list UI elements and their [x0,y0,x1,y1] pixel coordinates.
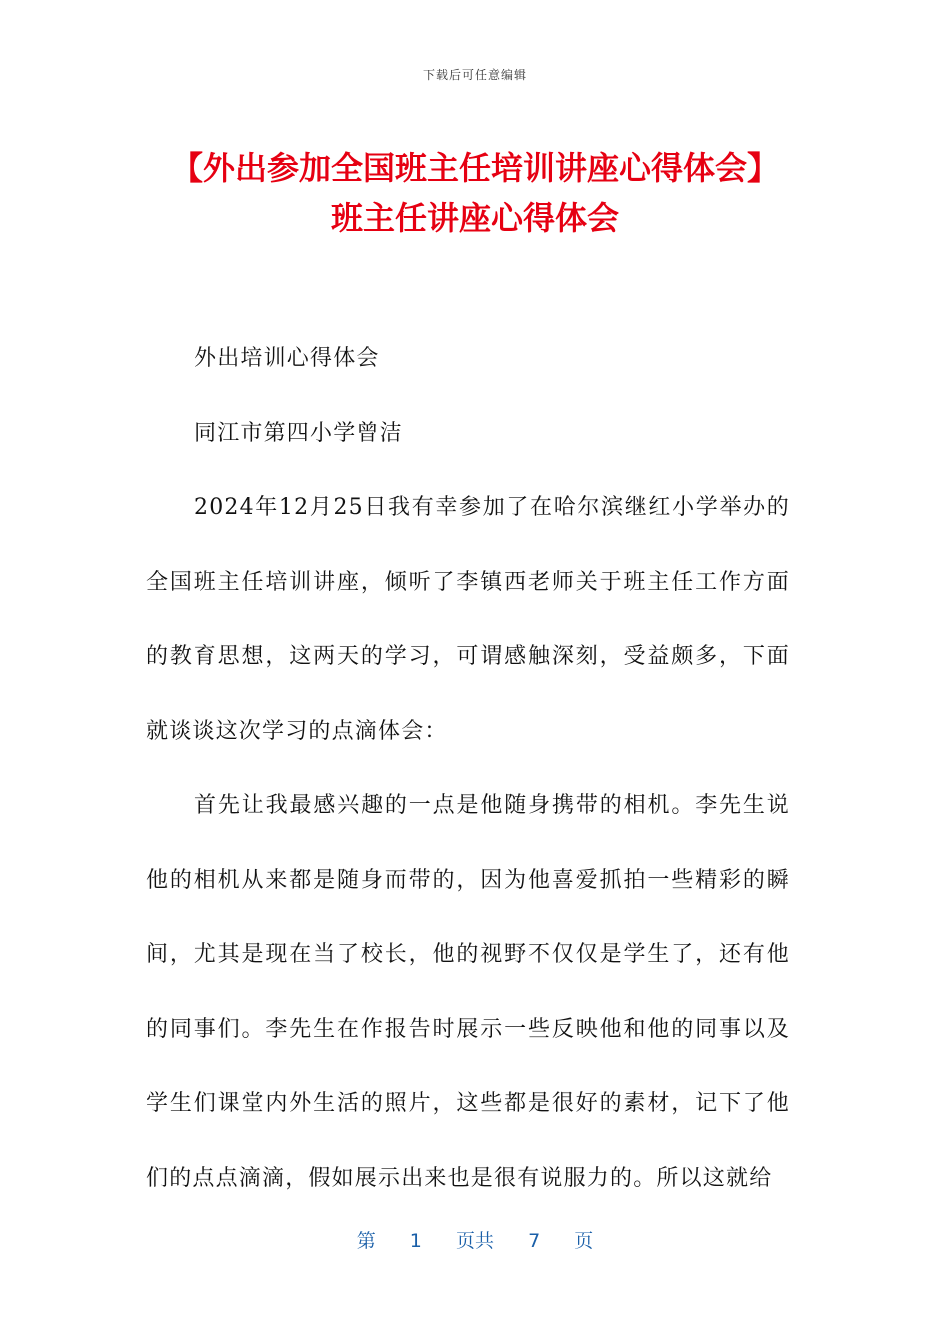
document-body [146,322,790,1216]
footer-suffix: 页 [574,1230,594,1252]
footer-total-pages: 7 [528,1230,541,1252]
title-line-2: 班主任讲座心得体会 [330,199,619,237]
footer-page-number: 1 [409,1230,422,1252]
title-line-1: 【外出参加全国班主任培训讲座心得体会】 [170,149,779,187]
paragraph-subtitle: 外出培训心得体会 [194,346,380,371]
paragraph-intro: 2024年12月25日我有幸参加了在哈尔滨继红小学举办的全国班主任培训讲座，倾听了李镇西老师关于班主任工作方面的教育思想，这两天的学习，可谓感触深刻，受益颇多，下面就谈谈这次学习的点滴体会： [146,495,790,744]
document-title [60,143,890,243]
footer-prefix: 第 [356,1230,376,1252]
page-footer [0,1226,950,1253]
footer-middle: 页共 [455,1230,494,1252]
paragraph-author: 同江市第四小学曾洁 [194,420,403,446]
header-note: 下载后可任意编辑 [422,68,527,82]
paragraph-camera: 首先让我最感兴趣的一点是他随身携带的相机。李先生说他的相机从来都是随身而带的，因为他喜爱抓拍一些精彩的瞬间，尤其是现在当了校长，他的视野不仅仅是学生了，还有他的同事们。李先生在作报告时展示一些反映他和他的同事以及学生们课堂内外生活的照片，这些都是很好的素材，记下了他们的点点滴滴，假如展示出来也是很有说服力的。所以这就给 [146,793,790,1191]
